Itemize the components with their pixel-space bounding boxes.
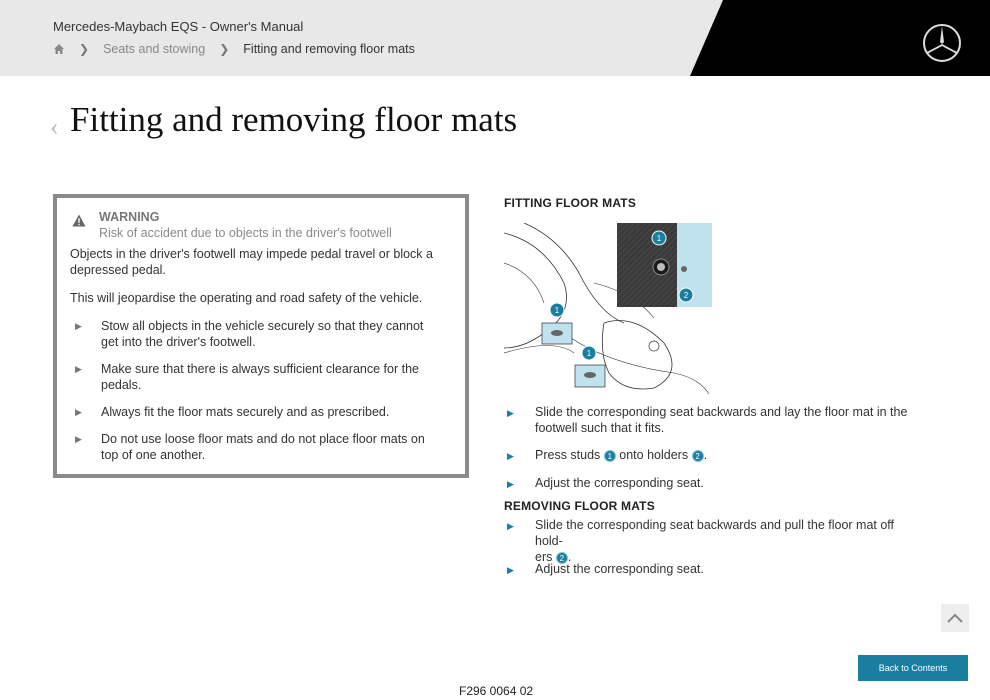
bullet-arrow-icon: ▶	[75, 407, 82, 417]
step-arrow-icon: ▶	[507, 408, 514, 418]
warning-triangle-icon	[72, 214, 86, 227]
callout-badge-2: 2	[692, 450, 704, 462]
page-title: Fitting and removing floor mats	[70, 100, 518, 139]
callout-1: 1	[554, 306, 560, 315]
warning-box: WARNING Risk of accident due to objects in the driver's footwell Objects in the driver's footwell may impede pedal travel or block a depressed pedal. This will jeopardise the operating and road safety of the vehicle. ▶ Stow all objects in the vehicle securely so that they cannot get into the driver's footwell. ▶ Make sure that there is always sufficient clearance for the pedals. ▶ Always fit the floor mats securely and as prescribed. ▶ Do not use loose floor mats and do not place floor mats on top of one another.	[53, 194, 469, 478]
bullet-arrow-icon: ▶	[75, 364, 82, 374]
callout-badge-1: 1	[604, 450, 616, 462]
image-code: F296 0064 02	[459, 684, 534, 698]
chevron-right-icon: ❯	[219, 42, 230, 56]
bullet-arrow-icon: ▶	[75, 434, 82, 444]
breadcrumb-current: Fitting and removing floor mats	[243, 42, 415, 56]
callout-2: 2	[683, 291, 689, 300]
app-title: Mercedes-Maybach EQS - Owner's Manual	[53, 19, 304, 34]
scroll-top-button[interactable]	[941, 604, 969, 632]
fitting-heading: FITTING FLOOR MATS	[504, 196, 637, 210]
warning-title: WARNING	[99, 210, 160, 224]
mercedes-star-logo	[922, 23, 962, 63]
breadcrumb-link-seats[interactable]: Seats and stowing	[103, 42, 206, 56]
back-to-contents-button[interactable]: Back to Contents	[858, 655, 968, 681]
step-arrow-icon: ▶	[507, 521, 514, 531]
step-arrow-icon: ▶	[507, 565, 514, 575]
step-arrow-icon: ▶	[507, 451, 514, 461]
bullet-arrow-icon: ▶	[75, 321, 82, 331]
home-icon[interactable]	[53, 43, 65, 55]
chevron-right-icon: ❯	[79, 42, 90, 56]
step-arrow-icon: ▶	[507, 479, 514, 489]
removing-heading: REMOVING FLOOR MATS	[504, 499, 655, 513]
callout-1: 1	[586, 349, 592, 358]
warning-paragraph: Objects in the driver's footwell may impede pedal travel or block a depressed pedal.	[70, 247, 433, 277]
chevron-up-icon	[947, 613, 963, 623]
callout-1: 1	[656, 234, 662, 243]
callout-badge-2: 2	[556, 552, 568, 564]
warning-subtitle: Risk of accident due to objects in the driver's footwell	[99, 226, 392, 240]
floor-mat-illustration	[504, 223, 712, 394]
warning-paragraph: This will jeopardise the operating and road safety of the vehicle.	[70, 291, 423, 305]
breadcrumb	[53, 42, 415, 56]
chevron-left-icon[interactable]: ‹	[50, 112, 59, 141]
header-bar	[0, 0, 990, 76]
